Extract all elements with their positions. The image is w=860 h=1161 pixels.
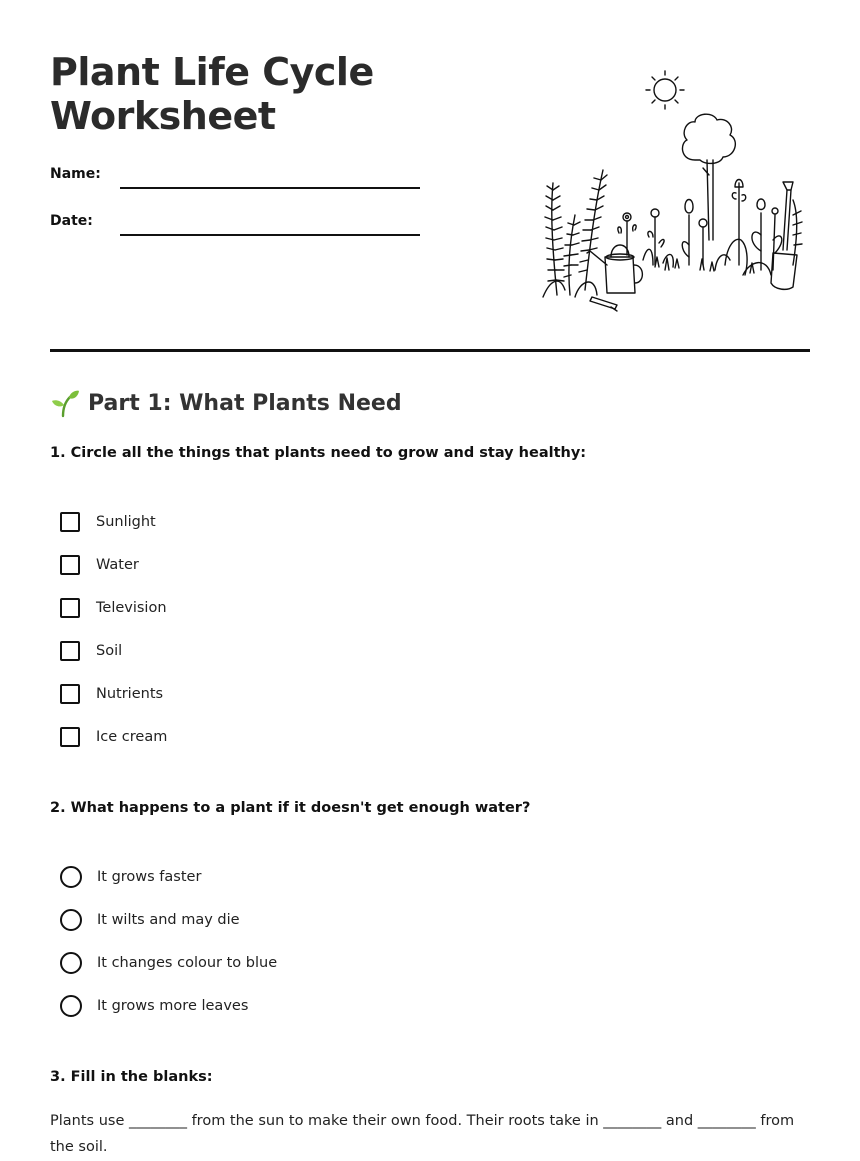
option-television[interactable] [60, 596, 167, 620]
trowel-icon [590, 297, 617, 311]
worksheet-title: Plant Life Cycle Worksheet [50, 50, 374, 138]
fern-icon [543, 170, 607, 297]
checkbox[interactable] [60, 727, 80, 747]
option-label: Soil [96, 643, 123, 659]
option-label: Nutrients [96, 686, 164, 702]
question-3: 3. Fill in the blanks: [50, 1069, 213, 1085]
radio[interactable] [60, 952, 82, 974]
option-soil[interactable] [60, 639, 122, 663]
option-label: Water [96, 557, 139, 573]
radio[interactable] [60, 866, 82, 888]
checkbox[interactable] [60, 555, 80, 575]
option-more-leaves[interactable] [60, 994, 248, 1018]
radio[interactable] [60, 909, 82, 931]
flowers-icon [618, 209, 673, 267]
checkbox[interactable] [60, 684, 80, 704]
date-field[interactable] [120, 234, 420, 236]
option-label: Sunlight [96, 514, 156, 530]
radio[interactable] [60, 995, 82, 1017]
question-2: 2. What happens to a plant if it doesn't get enough water? [50, 800, 531, 816]
option-label: Ice cream [96, 729, 168, 745]
tulip-icon [682, 200, 707, 266]
option-nutrients[interactable] [60, 682, 163, 706]
option-label: It changes colour to blue [97, 955, 278, 971]
question-1: 1. Circle all the things that plants need to grow and stay healthy: [50, 445, 587, 461]
option-label: It wilts and may die [97, 912, 240, 928]
option-label: Television [96, 600, 167, 616]
option-sunlight[interactable] [60, 510, 156, 534]
part1-title-text: Part 1: What Plants Need [88, 390, 402, 416]
option-ice-cream[interactable] [60, 725, 167, 749]
option-changes-colour[interactable] [60, 951, 277, 975]
header-divider [50, 349, 810, 352]
name-field[interactable] [120, 187, 420, 189]
sprout-icon [50, 388, 80, 418]
checkbox[interactable] [60, 512, 80, 532]
name-label: Name: [50, 166, 101, 182]
fill-in-blanks-sentence: Plants use ________ from the sun to make their own food. Their roots take in ________ and ________ from the soil. [50, 1113, 795, 1155]
option-grows-faster[interactable] [60, 865, 201, 889]
checkbox[interactable] [60, 598, 80, 618]
option-wilts[interactable] [60, 908, 240, 932]
tree-icon [682, 114, 735, 240]
option-water[interactable] [60, 553, 139, 577]
option-label: It grows more leaves [97, 998, 249, 1014]
option-label: It grows faster [97, 869, 202, 885]
checkbox[interactable] [60, 641, 80, 661]
part1-title [50, 388, 402, 418]
garden-illustration [535, 65, 815, 320]
date-label: Date: [50, 213, 93, 229]
watering-can-icon [587, 245, 642, 293]
sun-icon [646, 71, 684, 109]
